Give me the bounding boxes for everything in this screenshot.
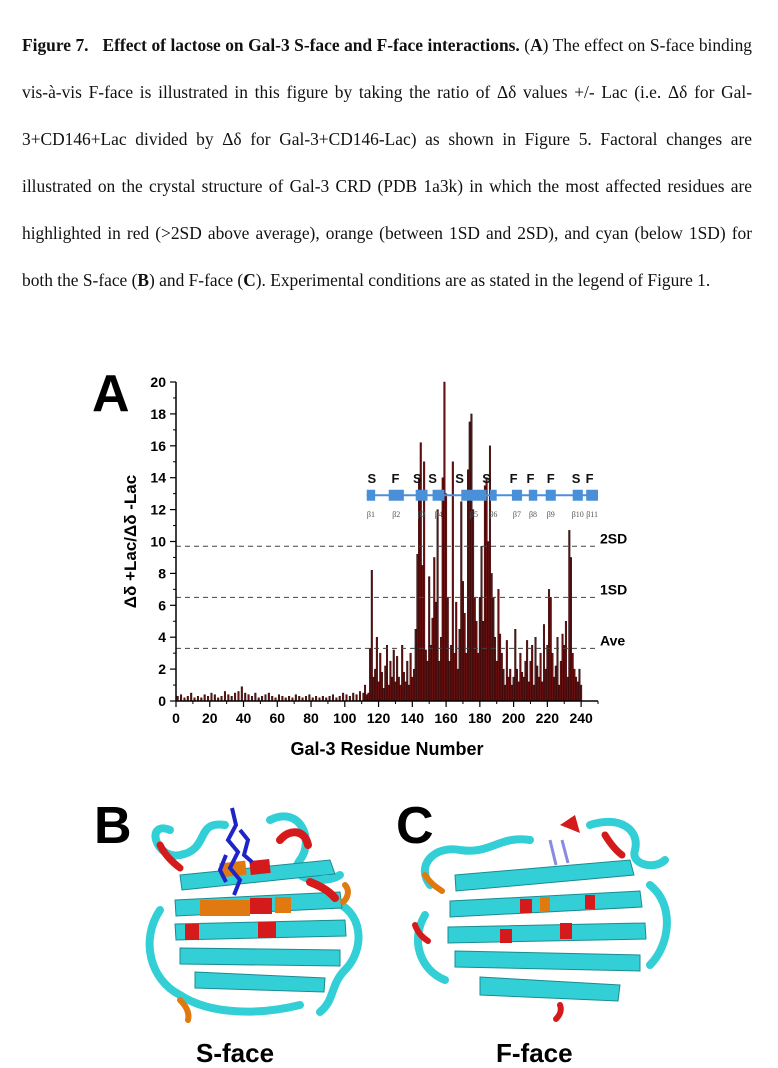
residue-red-4 [258,922,276,938]
bar-residue-236 [574,669,576,701]
reference-label-2sd: 2SD [600,530,628,547]
bar-residue-170 [462,581,464,701]
bar-residue-21 [211,693,213,701]
protein-structure-f-face [410,805,680,1025]
panel-label-b: B [94,797,132,855]
caption-panel-ref-c: C [243,270,256,290]
bar-residue-195 [504,685,506,701]
bar-residue-157 [440,637,442,701]
ss-face-label-4: S [455,471,464,487]
bar-residue-202 [516,669,518,701]
bar-residue-211 [531,645,533,701]
y-tick-label-18: 18 [150,405,166,422]
reference-label-1sd: 1SD [600,581,628,598]
secondary-structure-diagram [367,471,598,519]
bar-residue-197 [508,677,510,701]
bar-residue-166 [455,602,457,701]
loop-c-red-1 [605,835,622,855]
bar-residue-113 [366,695,368,701]
caption-text-1: The effect on S-face binding vis-à-vis F-face is illustrated in this figure by taking the ratio of Δδ values +/- Lac (i.e. Δδ for Gal-3+CD146+Lac divided by Δδ for Gal-3+CD146-Lac) as shown in Figure 5. Factoral changes are illustrated on the crystal structure of Gal-3 CRD (PDB 1a3k) in which the most affected residues are highlighted in red (>2SD above average), orange (between 1SD and 2SD), and cyan (below 1SD) for both the S-face ( [22,35,752,290]
bar-residue-148 [425,650,427,701]
bar-residue-199 [511,685,513,701]
ss-face-label-9: S [571,471,581,487]
bar-residue-231 [565,621,567,701]
bar-residue-240 [580,685,582,701]
bar-residue-174 [469,422,471,701]
bar-residue-206 [523,677,525,701]
bar-residue-235 [572,653,574,701]
bar-residue-17 [204,695,206,701]
bar-residue-222 [550,597,552,701]
bar-residue-180 [479,597,481,701]
loop-red-1 [280,832,308,845]
ss-face-label-3: S [428,471,437,487]
ss-strand-β10 [573,490,583,501]
residue-c-red-3 [585,895,595,909]
ss-face-label-8: F [546,471,555,487]
bar-residue-101 [346,695,348,701]
bar-residue-131 [396,656,398,701]
x-tick-label-40: 40 [235,710,252,726]
bar-residue-169 [460,502,462,701]
bar-residue-39 [241,687,243,701]
ss-strand-β1 [367,490,375,501]
bar-residue-135 [403,672,405,701]
loop-c-orange-1 [425,875,442,891]
y-tick-label-10: 10 [150,533,166,550]
bar-residue-136 [405,682,407,701]
ss-strand-β2 [389,490,404,501]
y-tick-label-20: 20 [150,374,166,390]
residue-c-red-1 [520,899,532,913]
bar-residue-109 [359,691,361,701]
bar-residue-162 [449,661,451,701]
bar-residue-183 [484,486,486,701]
panel-label-a: A [92,365,130,423]
loop-c-2 [590,822,665,865]
bar-residue-192 [499,634,501,701]
ss-face-label-7: F [526,471,535,487]
bar-residue-47 [255,693,257,701]
bar-residue-3 [180,695,182,701]
bar-residue-121 [379,653,381,701]
caption-panel-ref-a: A [530,35,543,55]
bar-residue-239 [579,669,581,701]
bar-residue-71 [295,695,297,701]
reference-lines [176,530,627,648]
bar-residue-215 [538,677,540,701]
bar-residue-201 [514,629,516,701]
x-tick-label-60: 60 [269,710,286,726]
ss-face-label-1: F [391,471,400,487]
ss-strand-label-β10: β10 [571,510,584,520]
bar-residue-151 [430,645,432,701]
bar-residue-154 [435,602,437,701]
y-tick-label-16: 16 [150,437,166,454]
ss-strand-label-β3: β3 [417,510,426,520]
y-tick-label-6: 6 [158,597,166,614]
bar-residue-138 [408,685,410,701]
ss-face-label-2: S [413,471,422,487]
bar-residue-214 [536,666,538,701]
bar-residue-200 [513,677,515,701]
ss-strand-β5 [461,490,486,501]
bar-chart [0,360,778,770]
bar-residue-181 [481,546,483,701]
bar-residue-140 [412,677,414,701]
x-tick-label-100: 100 [333,710,357,726]
caption-paren-open: ( [524,35,531,55]
figure-caption [22,22,752,304]
bar-residue-184 [486,478,488,701]
bar-residue-196 [506,640,508,701]
bar-residue-53 [265,695,267,701]
bar-residue-207 [525,661,527,701]
ss-strand-label-β7: β7 [512,510,522,520]
caption-paren-close: ) [542,35,549,55]
x-tick-label-0: 0 [172,710,180,726]
bar-residue-105 [352,693,354,701]
caption-text-2: ) and F-face ( [149,270,244,290]
bar-residue-61 [278,695,280,701]
caption-panel-ref-b: B [137,270,150,290]
ss-strand-label-β9: β9 [546,510,555,520]
bar-residue-130 [395,682,397,701]
bar-residue-55 [268,693,270,701]
strand-c-3 [448,923,646,943]
strand-c-5 [480,977,620,1001]
bar-residue-129 [393,650,395,701]
residue-orange-2 [200,900,250,916]
ss-strand-β6 [490,490,497,501]
ss-strand-label-β8: β8 [528,510,538,520]
bar-residue-115 [369,648,371,701]
figure-title: Effect of lactose on Gal-3 S-face and F-face interactions. [102,35,520,55]
bar-residue-122 [381,672,383,701]
bar-residue-127 [390,661,392,701]
ss-face-label-10: F [585,471,594,487]
bar-residue-177 [474,597,476,701]
bar-residue-198 [509,669,511,701]
y-tick-label-4: 4 [158,629,166,646]
loop-c-red-3 [556,1005,561,1019]
ss-strand-β8 [529,490,537,501]
bar-residue-219 [545,669,547,701]
ss-strand-β9 [546,490,556,501]
bar-residue-152 [432,618,434,701]
bar-residue-173 [467,470,469,701]
bar-residue-119 [376,637,378,701]
panel-label-c: C [396,797,434,855]
x-tick-label-220: 220 [535,710,560,726]
bar-residue-221 [548,589,550,701]
bar-residue-29 [224,691,226,701]
bar-residue-116 [371,570,373,701]
x-tick-label-160: 160 [434,710,458,726]
bar-residue-107 [356,695,358,701]
x-tick-label-240: 240 [569,710,593,726]
ss-face-label-5: S [482,471,491,487]
y-tick-label-8: 8 [158,565,166,582]
strand-5 [195,972,325,992]
ss-strand-label-β1: β1 [366,510,376,520]
bar-residue-171 [464,613,466,701]
bar-residue-93 [332,695,334,701]
bar-residue-117 [373,677,375,701]
y-tick-label-2: 2 [158,661,166,678]
bar-residue-216 [540,653,542,701]
y-tick-label-0: 0 [158,693,166,709]
lactose-ligand-faint [550,840,568,865]
bar-residue-128 [391,677,393,701]
bar-residue-99 [342,693,344,701]
ss-strand-label-β6: β6 [489,510,498,520]
f-face-label: F-face [496,1038,573,1068]
bar-residue-149 [427,661,429,701]
bar-residue-212 [533,685,535,701]
bar-residue-161 [447,597,449,701]
y-tick-label-12: 12 [150,501,166,518]
bar-residue-238 [577,682,579,701]
bar-residue-114 [368,693,370,701]
bar-residue-233 [569,530,571,701]
ss-strand-label-β11: β11 [586,510,598,520]
residue-c-red-2 [560,923,572,939]
bar-residue-229 [562,634,564,701]
bar-residue-194 [503,669,505,701]
bar-residue-41 [244,693,246,701]
ss-face-label-0: S [367,471,377,487]
bar-residue-9 [190,693,192,701]
bar-residue-165 [454,653,456,701]
bar-residue-37 [238,691,240,701]
loop-c-3 [418,915,445,980]
x-tick-label-140: 140 [400,710,424,726]
bar-residue-23 [214,695,216,701]
x-tick-label-120: 120 [366,710,391,726]
bar-residue-35 [234,693,236,701]
bar-residue-205 [521,672,523,701]
bar-residue-155 [437,510,439,701]
bar-residue-237 [575,677,577,701]
x-axis-label: Gal-3 Residue Number [290,739,484,759]
loop-c-4 [650,885,667,965]
bar-residue-139 [410,653,412,701]
ss-strand-label-β4: β4 [434,510,443,520]
bar-residue-168 [459,629,461,701]
bar-residue-193 [501,653,503,701]
bar-residue-213 [535,637,537,701]
strand-c-4 [455,951,640,971]
bar-residue-175 [471,414,473,701]
x-tick-label-200: 200 [501,710,526,726]
bar-residue-179 [477,653,479,701]
y-tick-label-14: 14 [150,469,166,486]
ss-strand-β3 [416,490,428,501]
bar-residue-203 [518,682,520,701]
bar-residue-150 [428,577,430,701]
bar-residue-156 [439,661,441,701]
s-face-label: S-face [196,1038,275,1068]
strand-4 [180,948,340,966]
caption-text-3: ). Experimental conditions are as stated in the legend of Figure 1. [255,270,711,290]
x-tick-label-80: 80 [303,710,319,726]
bar-residue-220 [547,645,549,701]
bar-residue-210 [530,661,532,701]
bar-residue-167 [457,669,459,701]
bar-residue-123 [383,688,385,701]
bar-residue-143 [417,554,419,701]
bar-residue-218 [543,624,545,701]
bar-residue-164 [452,462,454,701]
bar-residue-132 [398,677,400,701]
bar-residue-230 [563,645,565,701]
bar-residue-133 [400,685,402,701]
lactose-ligand-branch [240,830,252,862]
bar-residue-120 [378,682,380,701]
bar-residue-182 [482,621,484,701]
bar-residue-124 [385,666,387,701]
bar-group [177,382,582,701]
bar-residue-159 [444,382,446,701]
bar-residue-208 [526,640,528,701]
bar-residue-178 [476,621,478,701]
residue-c-red-4 [500,929,512,943]
bar-residue-125 [386,645,388,701]
bar-residue-204 [520,653,522,701]
residue-c-orange-1 [540,897,550,911]
bar-residue-31 [228,695,230,701]
bar-residue-134 [401,645,403,701]
bar-residue-189 [494,637,496,701]
bar-residue-226 [557,637,559,701]
bar-residue-224 [553,677,555,701]
bar-residue-146 [422,565,424,701]
residue-red-3 [185,924,199,940]
ss-strand-β11 [586,490,598,501]
ss-strand-β7 [512,490,522,501]
bar-residue-172 [466,653,468,701]
ss-strand-label-β2: β2 [392,510,401,520]
protein-structure-s-face [140,800,370,1030]
strand-c-1 [455,860,634,891]
arrow-c-red [560,815,580,833]
bar-residue-141 [413,669,415,701]
x-tick-label-20: 20 [201,710,218,726]
bar-residue-126 [388,685,390,701]
reference-label-ave: Ave [600,632,626,649]
bar-residue-142 [415,629,417,701]
bar-residue-153 [433,557,435,701]
bar-residue-112 [364,685,366,701]
bar-residue-217 [541,682,543,701]
bar-residue-234 [570,557,572,701]
bar-residue-43 [248,695,250,701]
bar-residue-225 [555,666,557,701]
bar-residue-176 [472,510,474,701]
x-tick-label-180: 180 [468,710,492,726]
bar-residue-209 [528,682,530,701]
bar-residue-227 [558,685,560,701]
bar-residue-223 [552,653,554,701]
loop-orange-1 [343,885,348,902]
bar-residue-137 [406,661,408,701]
ss-strand-β4 [433,490,445,501]
bar-residue-232 [567,677,569,701]
bar-residue-185 [487,542,489,702]
bar-residue-228 [560,661,562,701]
bar-residue-190 [496,661,498,701]
bar-residue-79 [309,695,311,701]
figure-label: Figure 7. [22,35,89,55]
ss-strand-label-β5: β5 [469,510,478,520]
bar-residue-163 [450,645,452,701]
bar-residue-111 [363,693,365,701]
residue-red-2 [250,898,272,914]
residue-orange-3 [275,897,291,913]
ss-face-label-6: F [509,471,518,487]
bar-residue-191 [498,589,500,701]
bar-residue-188 [493,597,495,701]
y-axis-label: Δδ +Lac/Δδ -Lac [121,474,140,609]
bar-residue-187 [491,573,493,701]
bar-residue-118 [374,669,376,701]
